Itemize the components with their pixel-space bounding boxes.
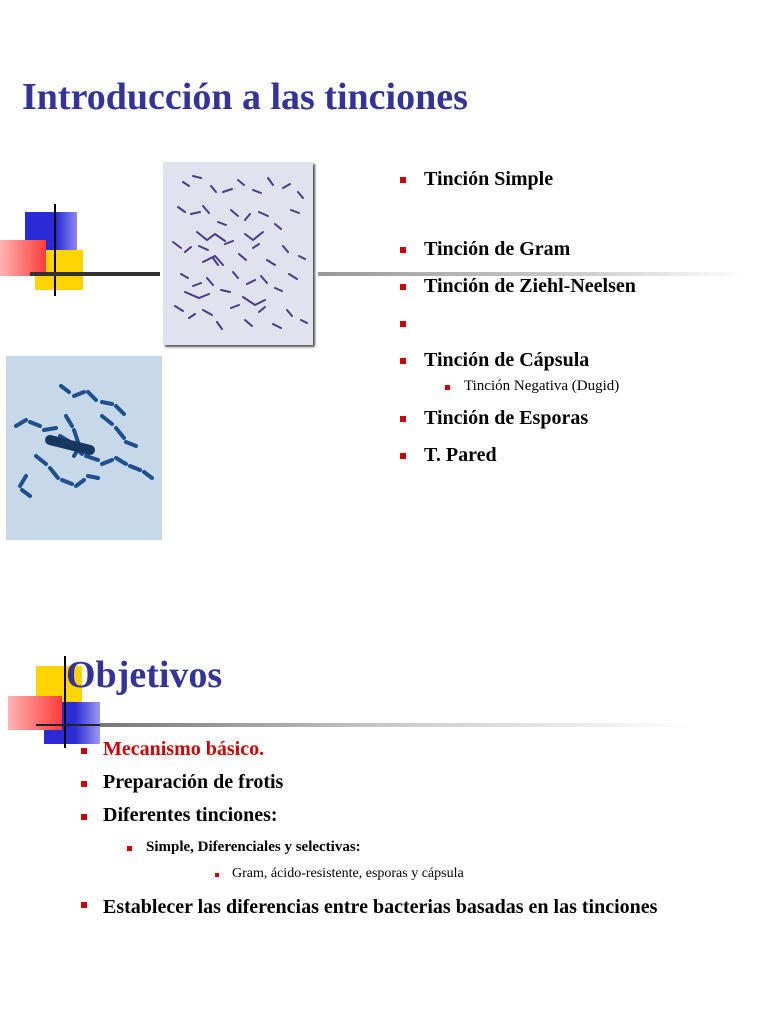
slide2-title: Objetivos [66, 654, 223, 696]
red-square [0, 240, 46, 276]
list-item: Tinción de Esporas [424, 407, 636, 430]
list-item: Tinción de Gram [424, 238, 636, 261]
list-item: Preparación de frotis [103, 771, 681, 794]
horizontal-rule [30, 272, 160, 276]
list-item: Establecer las diferencias entre bacterias basadas en las tinciones [103, 892, 681, 923]
list-item: T. Pared [424, 444, 636, 467]
vertical-rule [54, 204, 56, 296]
sub-list-item: Tinción Negativa (Dugid) [464, 378, 636, 395]
list-item: Diferentes tinciones: [103, 804, 681, 827]
list-item: Tinción de Ziehl-Neelsen [424, 275, 636, 297]
list-item: Tinción de Cápsula [424, 349, 636, 372]
list-item-empty [424, 312, 636, 335]
bacteria-chain-micrograph [6, 356, 162, 540]
gram-stain-micrograph [163, 162, 313, 345]
slide2-bullet-list [103, 738, 681, 923]
list-item: Mecanismo básico. [103, 738, 681, 761]
horizontal-rule-fade [100, 723, 700, 727]
slide1-title: Introducción a las tinciones [22, 76, 468, 118]
sub-sub-list-item: Gram, ácido-resistente, esporas y cápsula [232, 866, 681, 882]
slide1-bullet-list [424, 168, 636, 467]
list-item: Tinción Simple [424, 168, 636, 191]
sub-list-item: Simple, Diferenciales y selectivas: [146, 839, 681, 856]
